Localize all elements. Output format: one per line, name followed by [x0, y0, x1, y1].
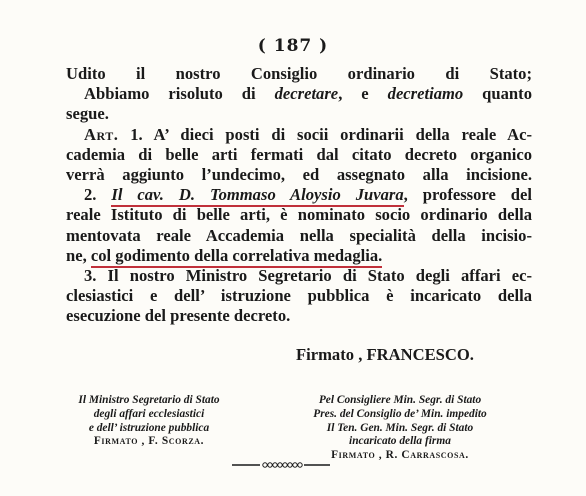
- text-line: [66, 165, 532, 185]
- line-2e: quanto: [463, 84, 532, 104]
- line-7a: 2.: [84, 185, 112, 205]
- underlined-phrase: col godimento della correlativa medaglia.: [91, 246, 382, 268]
- text-line: [66, 306, 532, 326]
- line-11: 3. Il nostro Ministro Segretario di Stato degli affari ec-: [84, 266, 532, 286]
- text-line: [66, 226, 532, 246]
- line-10a: ne,: [66, 245, 91, 265]
- sig-right-line-4: incaricato della firma: [349, 435, 451, 448]
- text-line: [66, 185, 532, 205]
- text-line: [66, 125, 532, 145]
- sig-right-line-2: Pres. del Consiglio de’ Min. impedito: [313, 407, 487, 420]
- sig-right-line-5: Firmato , R. Carrascosa.: [331, 449, 469, 462]
- line-7c: , professore del: [403, 185, 533, 205]
- minister-signature-left: [44, 394, 254, 449]
- text-line: [66, 205, 532, 225]
- line-8: reale Istituto di belle arti, è nominato socio ordinario della: [66, 205, 532, 225]
- line-2a: Abbiamo risoluto di: [84, 84, 275, 104]
- line-6: verrà aggiunto l’undecimo, ed assegnato alla incisione.: [66, 165, 532, 185]
- line-13: esecuzione del presente decreto.: [66, 306, 291, 326]
- sig-left-line-4: Firmato , F. Scorza.: [93, 435, 205, 448]
- line-3: segue.: [66, 104, 109, 124]
- page-number: ( 187 ): [257, 36, 329, 56]
- line-2b: decretare: [274, 84, 339, 104]
- line-5: cademia di belle arti fermati dal citato decreto organico: [66, 144, 532, 164]
- line-2d: decretiamo: [387, 84, 464, 104]
- ornament-divider: [232, 462, 330, 468]
- text-line: [66, 266, 532, 286]
- minister-signature-right: [280, 394, 520, 463]
- line-9: mentovata reale Accademia nella specialità della incisio-: [66, 225, 532, 245]
- sig-left-line-2: degli affari ecclesiastici: [93, 407, 205, 420]
- underlined-name: Il cav. D. Tommaso Aloysio Juvara: [111, 185, 403, 207]
- king-signature: Firmato , FRANCESCO.: [296, 345, 474, 364]
- text-line: [66, 104, 532, 124]
- sig-left-line-3: e dell’ istruzione pubblica: [88, 421, 210, 434]
- sig-left-line-1: Il Ministro Segretario di Stato: [78, 394, 220, 406]
- decree-body: [66, 64, 532, 327]
- line-1: Udito il nostro Consiglio ordinario di Stato;: [66, 64, 532, 83]
- sig-right-line-1: Pel Consigliere Min. Segr. di Stato: [318, 394, 482, 406]
- line-4: 1. A’ dieci posti di socii ordinarii della reale Ac-: [118, 124, 532, 144]
- sig-right-line-3: Il Ten. Gen. Min. Segr. di Stato: [326, 421, 474, 434]
- text-line: [66, 84, 532, 104]
- line-12: clesiastici e dell’ istruzione pubblica è incaricato della: [66, 286, 532, 306]
- text-line: [66, 64, 532, 84]
- article-label: Art.: [84, 124, 119, 144]
- text-line: [66, 145, 532, 165]
- line-2c: , e: [338, 84, 388, 104]
- text-line: [66, 286, 532, 306]
- text-line: [66, 246, 532, 266]
